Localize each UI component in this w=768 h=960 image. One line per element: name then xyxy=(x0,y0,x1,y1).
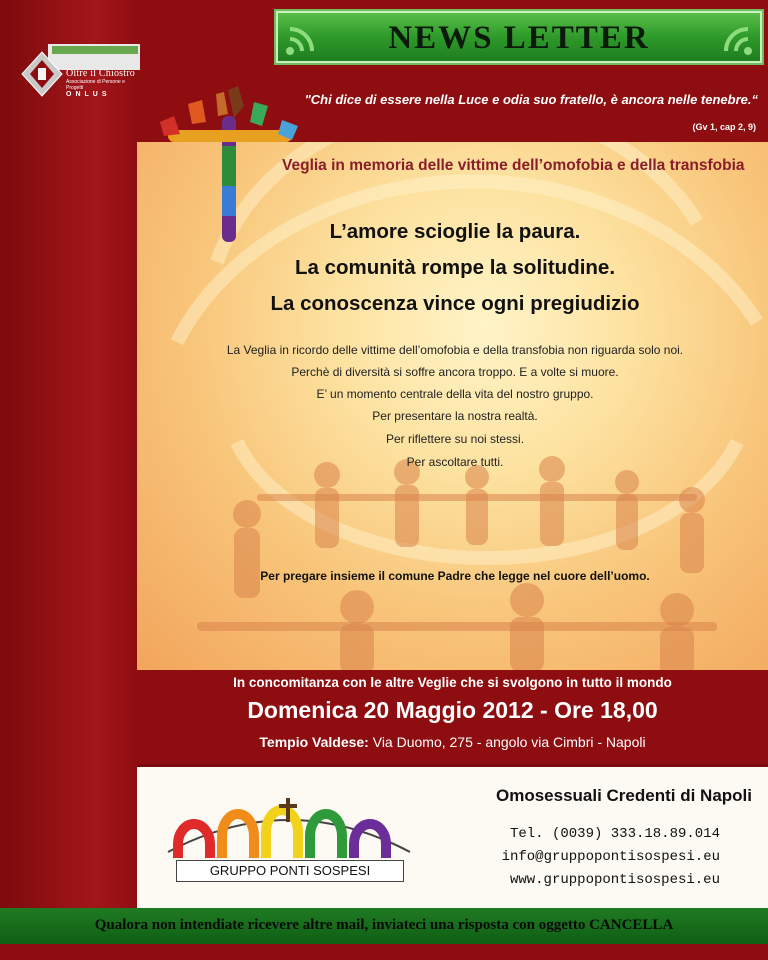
logo-text xyxy=(66,68,142,98)
bible-quote-reference: (Gv 1, cap 2, 9) xyxy=(692,122,756,132)
unsubscribe-bar xyxy=(0,908,768,944)
unsubscribe-text: Qualora non intendiate ricevere altre mail, inviateci una risposta con oggetto CANCELLA xyxy=(94,917,674,933)
slogan-line: La conoscenza vince ogni pregiudizio xyxy=(270,292,640,315)
left-panel xyxy=(0,0,137,908)
logo-name: Oltre il Chiostro xyxy=(66,68,135,79)
signal-right-icon xyxy=(716,19,756,59)
group-label: GRUPPO PONTI SOSPESI xyxy=(176,860,404,882)
event-place xyxy=(137,734,768,750)
event-concomitance: In concomitanza con le altre Veglie che si svolgono in tutto il mondo xyxy=(233,675,672,690)
website-link[interactable]: www.gruppopontisospesi.eu xyxy=(509,872,720,888)
event-date: Domenica 20 Maggio 2012 - Ore 18,00 xyxy=(247,697,658,723)
body-line: La Veglia in ricordo delle vittime dell’omofobia e della transfobia non riguarda solo noi. xyxy=(226,343,684,357)
body-line: Per presentare la nostra realtà. xyxy=(372,409,538,423)
logo-onlus: ONLUS xyxy=(66,91,111,98)
poster-title: Veglia in memoria delle vittime dell’omofobia e della transfobia xyxy=(282,157,745,174)
event-place-address: Via Duomo, 275 - angolo via Cimbri - Napoli xyxy=(372,734,646,750)
phone-number: Tel. (0039) 333.18.89.014 xyxy=(509,826,720,842)
body-line: Per ascoltare tutti. xyxy=(406,455,504,469)
newsletter-banner xyxy=(274,9,764,65)
logo-subtitle: Associazione di Persone e Progetti xyxy=(66,79,125,91)
slogan-line: L’amore scioglie la paura. xyxy=(329,220,581,243)
slogan-line: La comunità rompe la solitudine. xyxy=(294,256,616,279)
body-line: Perchè di diversità si soffre ancora troppo. E a volte si muore. xyxy=(291,365,619,379)
bible-quote: "Chi dice di essere nella Luce e odia suo fratello, è ancora nelle tenebre.“ xyxy=(304,92,758,107)
body-line: E’ un momento centrale della vita del nostro gruppo. xyxy=(316,387,594,401)
email-link[interactable]: info@gruppopontisospesi.eu xyxy=(501,849,720,865)
prayer-line: Per pregare insieme il comune Padre che legge nel cuore dell’uomo. xyxy=(260,569,650,583)
body-line: Per riflettere su noi stessi. xyxy=(385,432,525,446)
banner-title: NEWS LETTER xyxy=(388,20,650,56)
event-place-label: Tempio Valdese: xyxy=(259,734,369,750)
organization-name: Omosessuali Credenti di Napoli xyxy=(495,786,752,805)
